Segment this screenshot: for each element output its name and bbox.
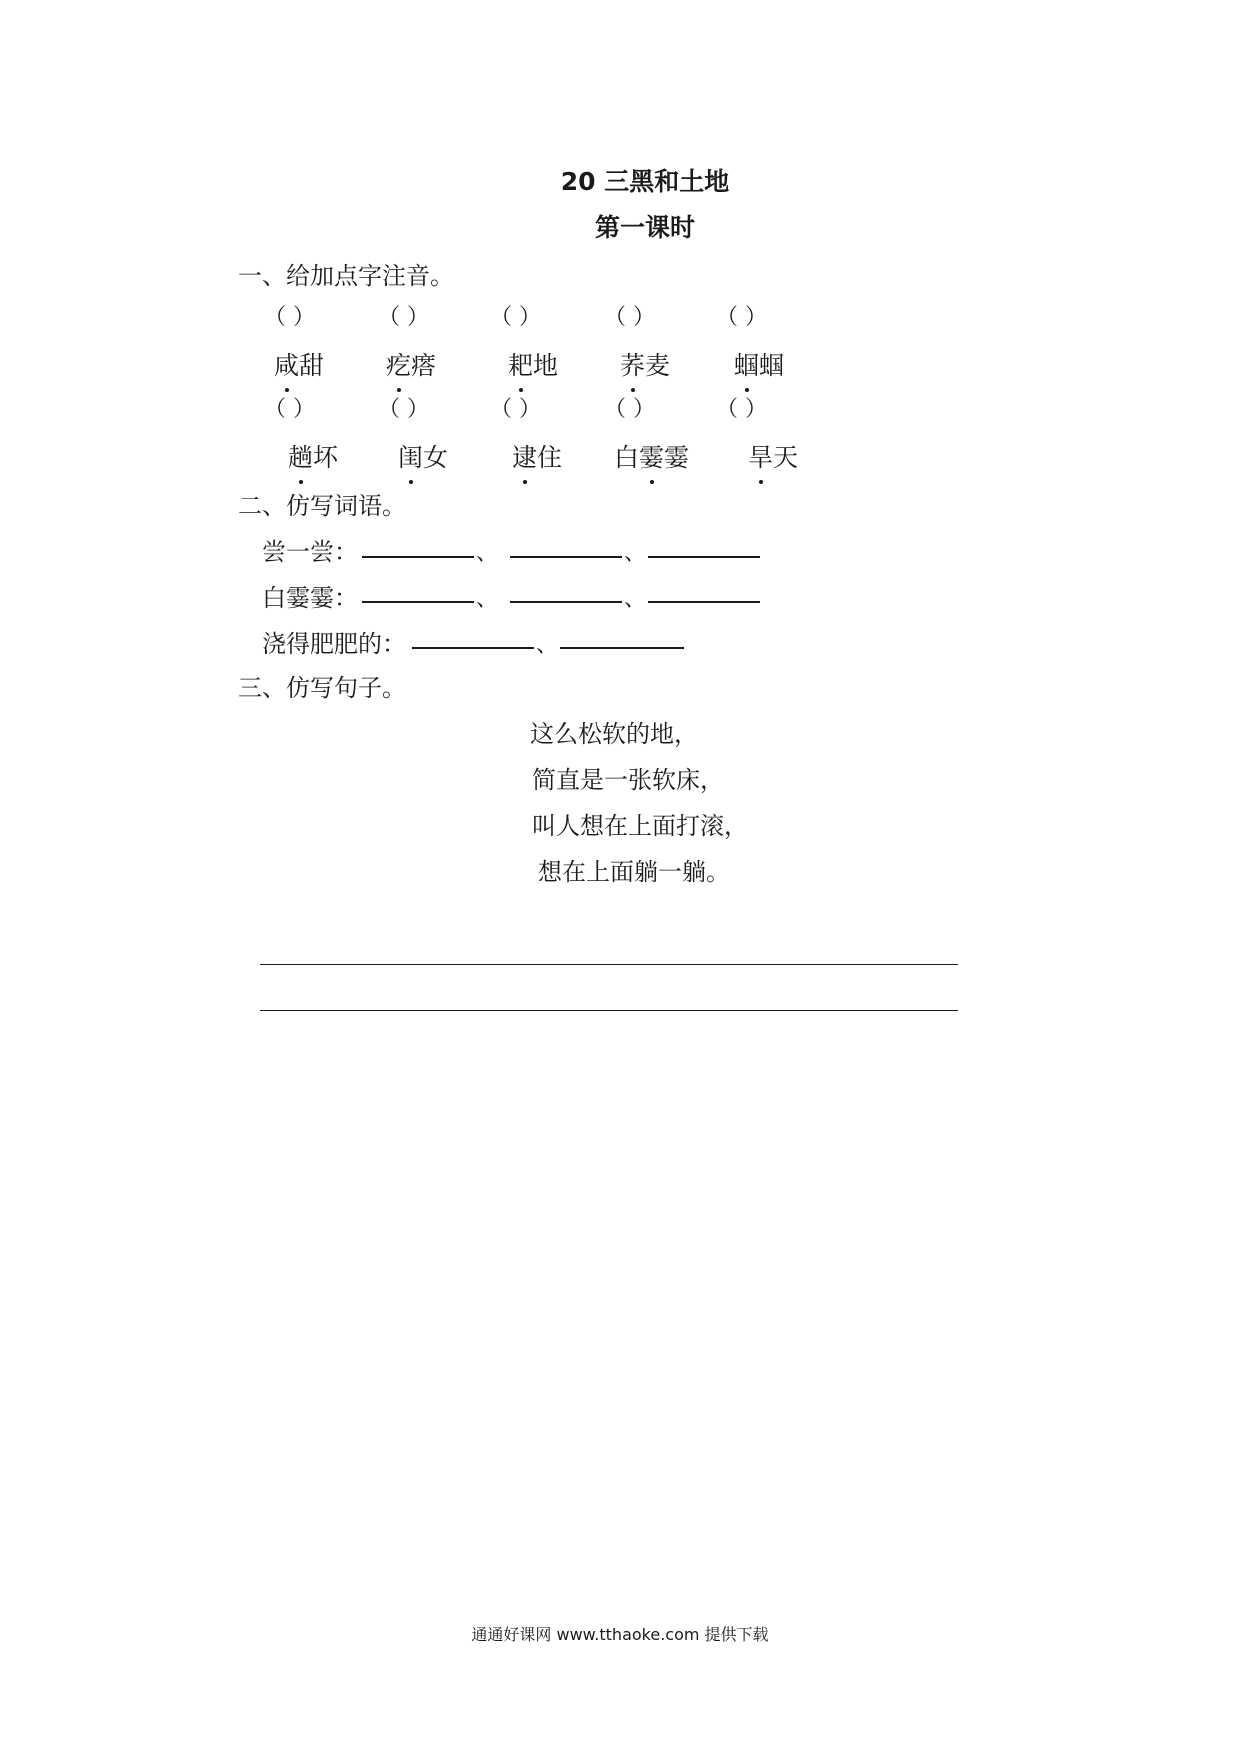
answer-parens: （ ）: [716, 397, 767, 422]
answer-parens: （ ）: [264, 397, 315, 422]
footer-credit: 通通好课网 www.tthaoke.com 提供下载: [471, 1625, 769, 1644]
answer-blank[interactable]: [362, 601, 474, 603]
answer-blank[interactable]: [362, 556, 474, 558]
section3-heading: 三、仿写句子。: [238, 674, 406, 702]
answer-blank[interactable]: [648, 556, 760, 558]
answer-blank[interactable]: [412, 647, 534, 649]
dotted-character: 耙: [508, 346, 533, 382]
example-word-label: 浇得肥肥的：: [262, 630, 406, 658]
dotted-character: 趟: [288, 438, 313, 474]
word-item: 白霎霎: [614, 438, 689, 474]
answer-parens: （ ）: [378, 397, 429, 422]
word-item: 疙瘩: [386, 346, 436, 382]
dotted-character: 荞: [620, 346, 645, 382]
word-item: 耙地: [508, 346, 558, 382]
answer-blank[interactable]: [648, 601, 760, 603]
poem-line: 想在上面躺一躺。: [538, 858, 730, 886]
dotted-character: 霎: [639, 438, 664, 474]
poem-line: 简直是一张软床，: [532, 766, 724, 794]
answer-parens: （ ）: [264, 305, 315, 330]
word-item: 闺女: [398, 438, 448, 474]
worksheet-title: 20 三黑和土地: [560, 167, 730, 196]
separator: 、: [624, 541, 647, 566]
separator: 、: [624, 587, 647, 612]
example-word-label: 尝一尝：: [262, 538, 358, 566]
answer-parens: （ ）: [378, 305, 429, 330]
poem-line: 叫人想在上面打滚，: [532, 812, 748, 840]
lesson-subtitle: 第一课时: [594, 213, 695, 242]
dotted-character: 疙: [386, 346, 411, 382]
separator: 、: [476, 587, 499, 612]
answer-parens: （ ）: [716, 305, 767, 330]
example-word-label: 白霎霎：: [262, 584, 358, 612]
word-item: 逮住: [512, 438, 562, 474]
separator: 、: [536, 633, 559, 658]
dotted-character: 闺: [398, 438, 423, 474]
dotted-character: 咸: [274, 346, 299, 382]
dotted-character: 蝈: [734, 346, 759, 382]
word-item: 趟坏: [288, 438, 338, 474]
answer-line[interactable]: [260, 964, 958, 965]
word-item: 旱天: [748, 438, 798, 474]
word-item: 蝈蝈: [734, 346, 784, 382]
answer-parens: （ ）: [490, 305, 541, 330]
answer-blank[interactable]: [510, 601, 622, 603]
dotted-character: 逮: [512, 438, 537, 474]
answer-blank[interactable]: [560, 647, 684, 649]
answer-parens: （ ）: [490, 397, 541, 422]
word-item: 咸甜: [274, 346, 324, 382]
answer-line[interactable]: [260, 1010, 958, 1011]
answer-blank[interactable]: [510, 556, 622, 558]
dotted-character: 旱: [748, 438, 773, 474]
section2-heading: 二、仿写词语。: [238, 492, 406, 520]
section1-heading: 一、给加点字注音。: [238, 262, 454, 290]
word-item: 荞麦: [620, 346, 670, 382]
answer-parens: （ ）: [604, 397, 655, 422]
answer-parens: （ ）: [604, 305, 655, 330]
separator: 、: [476, 541, 499, 566]
poem-line: 这么松软的地，: [530, 720, 698, 748]
